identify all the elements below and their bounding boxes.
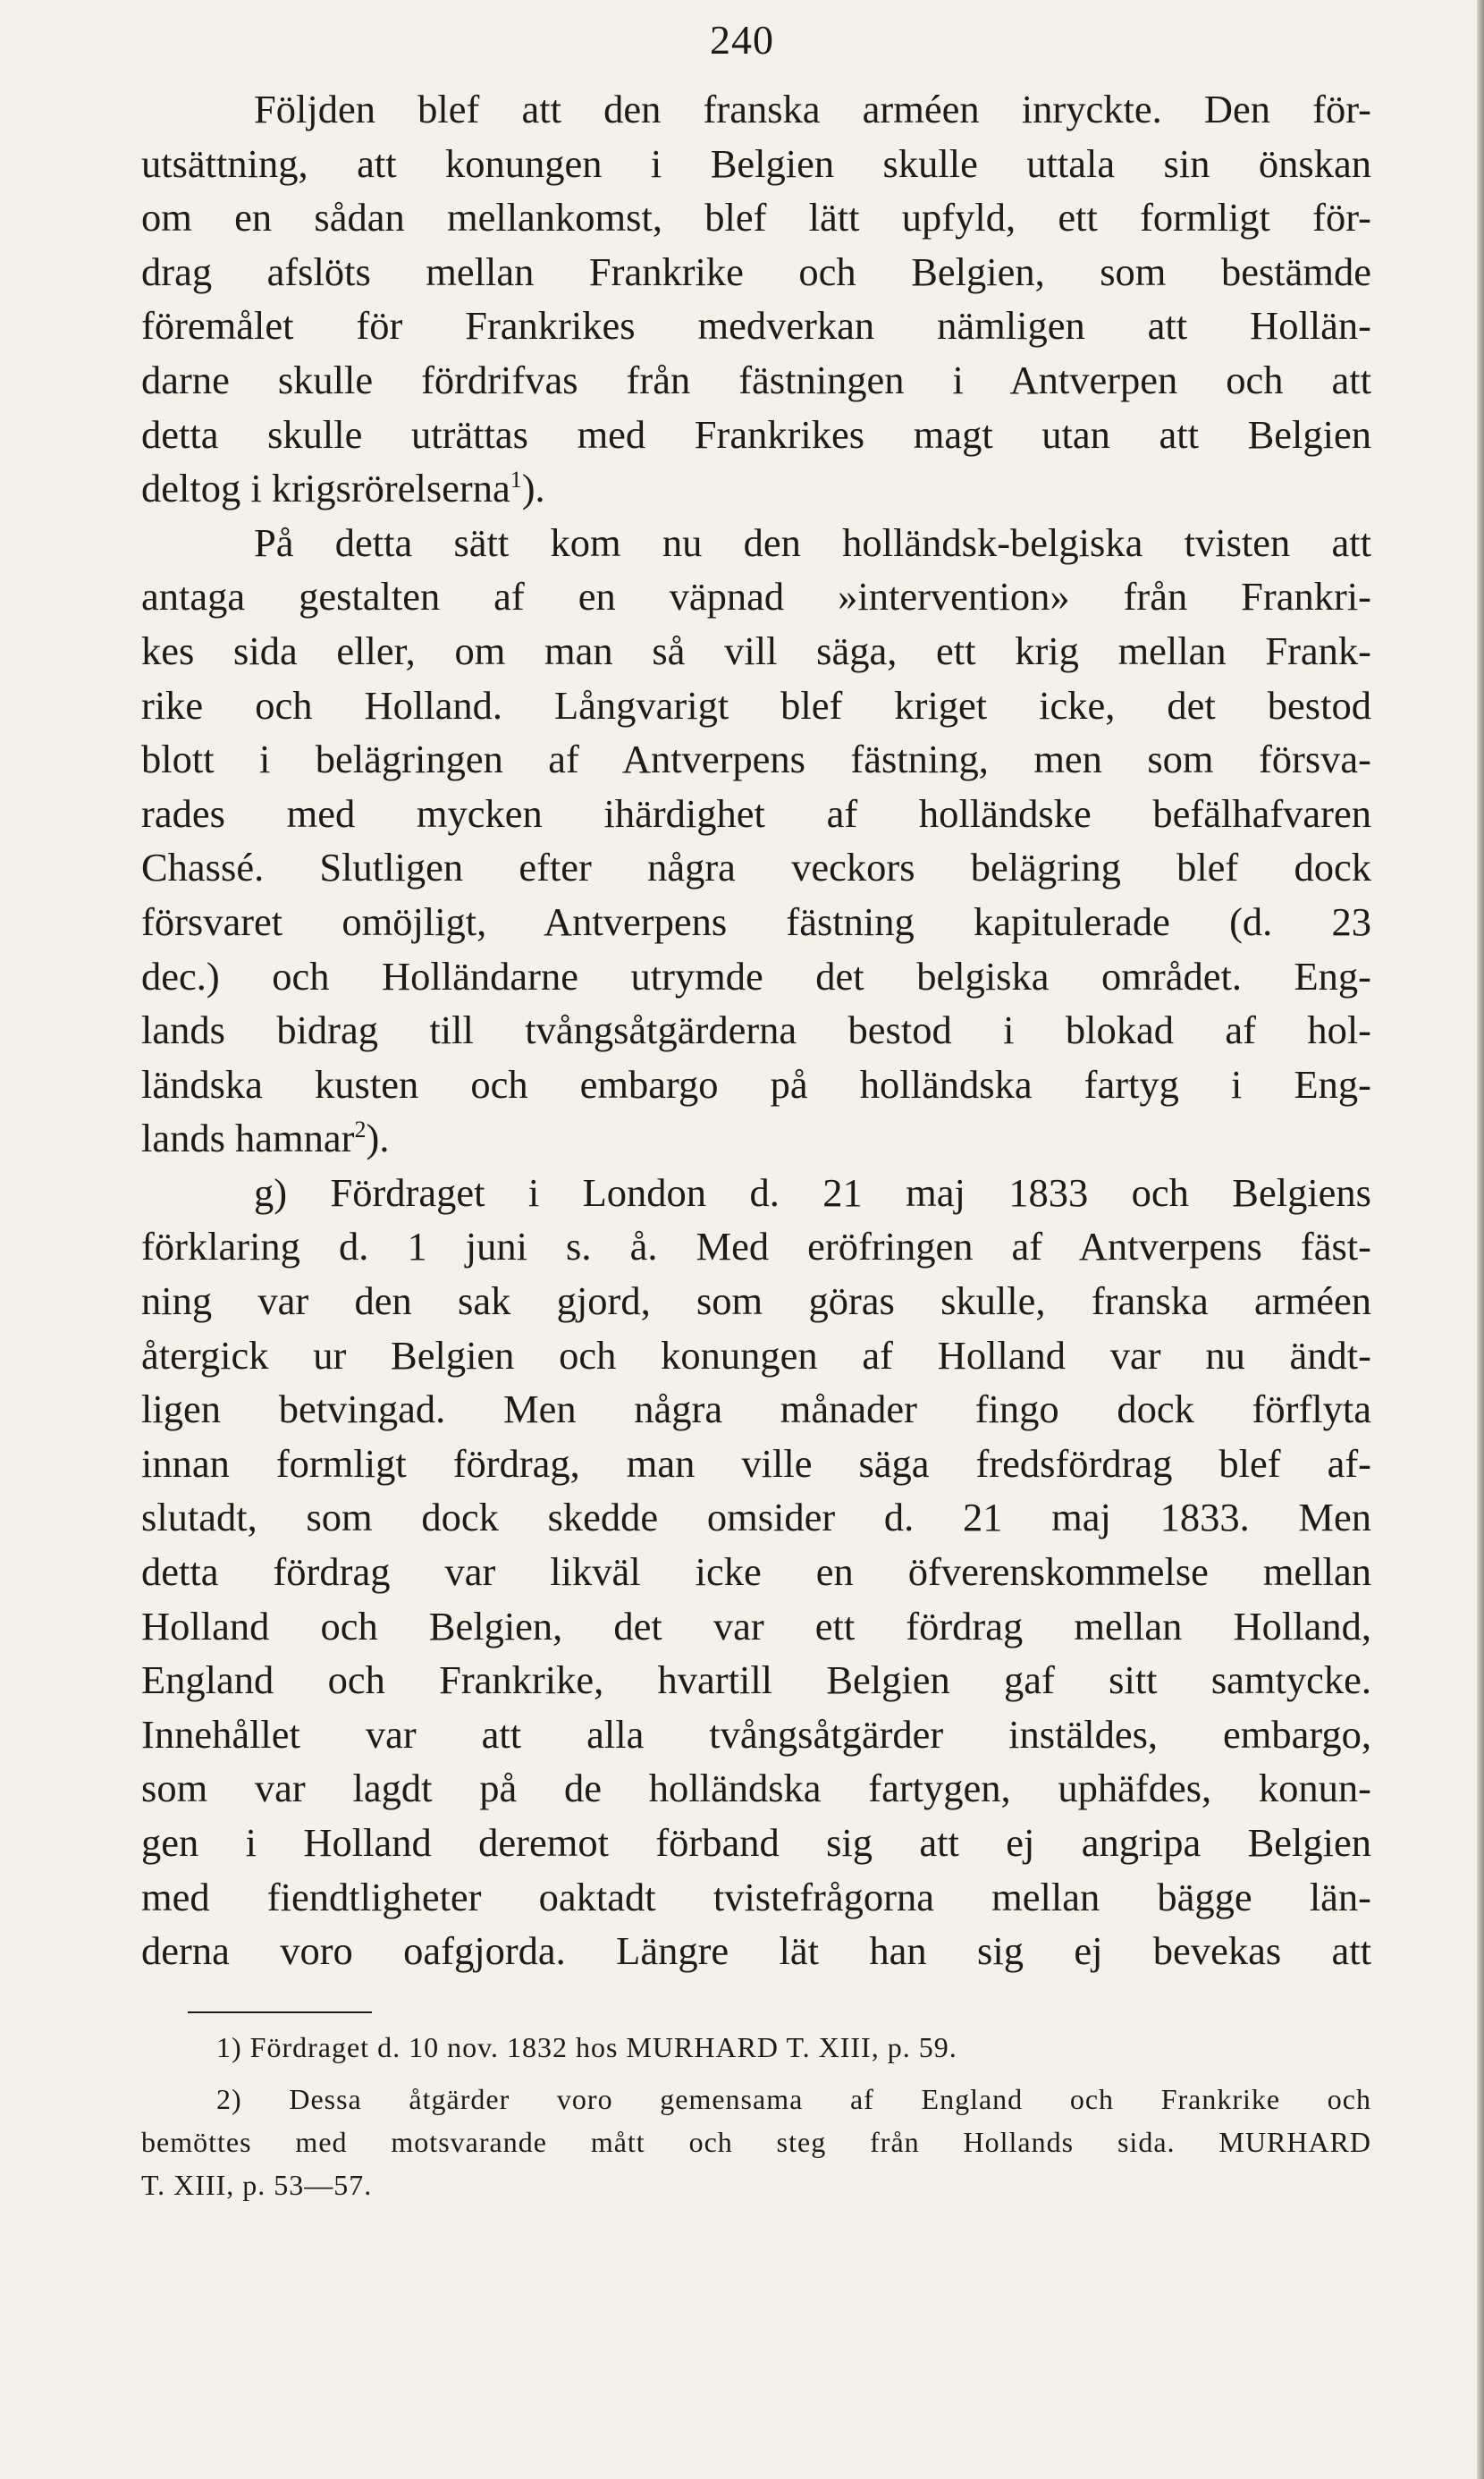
text-line (141, 1111, 1371, 1166)
text-line: derna voro oafgjorda. Längre lät han sig ej bevekas att (141, 1928, 1371, 1974)
text-fragment: ). (366, 1116, 390, 1161)
text-line: England och Frankrike, hvartill Belgien gaf sitt samtycke. (141, 1657, 1371, 1703)
footnote-ref: 1 (510, 467, 522, 493)
text-line: rike och Holland. Långvarigt blef kriget icke, det bestod (141, 682, 1371, 728)
text-line: drag afslöts mellan Frankrike och Belgien, som bestämde (141, 249, 1371, 294)
text-line: med fiendtligheter oaktadt tvistefrågorna mellan bägge län- (141, 1874, 1371, 1919)
text-line: Följden blef att den franska arméen inryckte. Den för- (254, 87, 1371, 131)
text-line: detta fördrag var likväl icke en öfverenskommelse mellan (141, 1549, 1371, 1595)
text-line: lands bidrag till tvångsåtgärderna bestod i blokad af hol- (141, 1008, 1371, 1053)
text-line: föremålet för Frankrikes medverkan nämligen att Hollän- (141, 303, 1371, 349)
text-line: om en sådan mellankomst, blef lätt upfyld, ett formligt för- (141, 195, 1371, 240)
text-line: ländska kusten och embargo på holländska fartyg i Eng- (141, 1061, 1371, 1107)
page-number: 240 (710, 17, 774, 63)
footnote-1: 1) Fördraget d. 10 nov. 1832 hos MURHARD T. XIII, p. 59. (216, 2031, 957, 2063)
text-line: innan formligt fördrag, man ville säga fredsfördrag blef af- (141, 1440, 1371, 1486)
text-line (141, 461, 1371, 516)
text-line: återgick ur Belgien och konungen af Holland var nu ändt- (141, 1332, 1371, 1378)
footnote-ref: 2 (354, 1117, 367, 1143)
text-line: detta skulle uträttas med Frankrikes magt utan att Belgien (141, 411, 1371, 457)
text-line: som var lagdt på de holländska fartygen, uphäfdes, konun- (141, 1766, 1371, 1811)
text-line: utsättning, att konungen i Belgien skulle uttala sin önskan (141, 140, 1371, 186)
footnote-rule (188, 2011, 372, 2013)
text-line: antaga gestalten af en väpnad »intervention» från Frankri- (141, 574, 1371, 620)
page-edge-shadow (1477, 0, 1484, 2479)
text-line: blott i belägringen af Antverpens fästning, men som försva- (141, 737, 1371, 782)
text-line: gen i Holland deremot förband sig att ej angripa Belgien (141, 1820, 1371, 1865)
text-fragment: ). (521, 466, 545, 511)
text-line: På detta sätt kom nu den holländsk-belgiska tvisten att (254, 519, 1371, 565)
body-text (141, 82, 1371, 1978)
text-line: g) Fördraget i London d. 21 maj 1833 och Belgiens (254, 1169, 1371, 1215)
text-fragment: lands hamnar (141, 1116, 355, 1161)
text-line: rades med mycken ihärdighet af holländske befälhafvaren (141, 790, 1371, 836)
text-line: Chassé. Slutligen efter några veckors belägring blef dock (141, 845, 1371, 890)
text-fragment: deltog i krigsrörelserna (141, 466, 510, 511)
text-line: Innehållet var att alla tvångsåtgärder instäldes, embargo, (141, 1711, 1371, 1757)
text-line: förklaring d. 1 juni s. å. Med eröfringen af Antverpens fäst- (141, 1224, 1371, 1269)
footnotes (141, 2026, 1371, 2206)
text-line: försvaret omöjligt, Antverpens fästning kapitulerade (d. 23 (141, 898, 1371, 944)
footnote-2-line: T. XIII, p. 53—57. (141, 2169, 373, 2201)
text-line: kes sida eller, om man så vill säga, ett krig mellan Frank- (141, 628, 1371, 673)
text-line: darne skulle fördrifvas från fästningen i Antverpen och att (141, 357, 1371, 402)
text-line: Holland och Belgien, det var ett fördrag mellan Holland, (141, 1603, 1371, 1648)
text-line: ligen betvingad. Men några månader fingo dock förflyta (141, 1387, 1371, 1432)
text-line: dec.) och Holländarne utrymde det belgiska området. Eng- (141, 953, 1371, 999)
text-line: ning var den sak gjord, som göras skulle, franska arméen (141, 1278, 1371, 1324)
footnote-2-line: bemöttes med motsvarande mått och steg från Hollands sida. MURHARD (141, 2126, 1371, 2158)
text-line: slutadt, som dock skedde omsider d. 21 maj 1833. Men (141, 1495, 1371, 1540)
footnote-2-line: 2) Dessa åtgärder voro gemensama af England och Frankrike och (216, 2083, 1371, 2115)
